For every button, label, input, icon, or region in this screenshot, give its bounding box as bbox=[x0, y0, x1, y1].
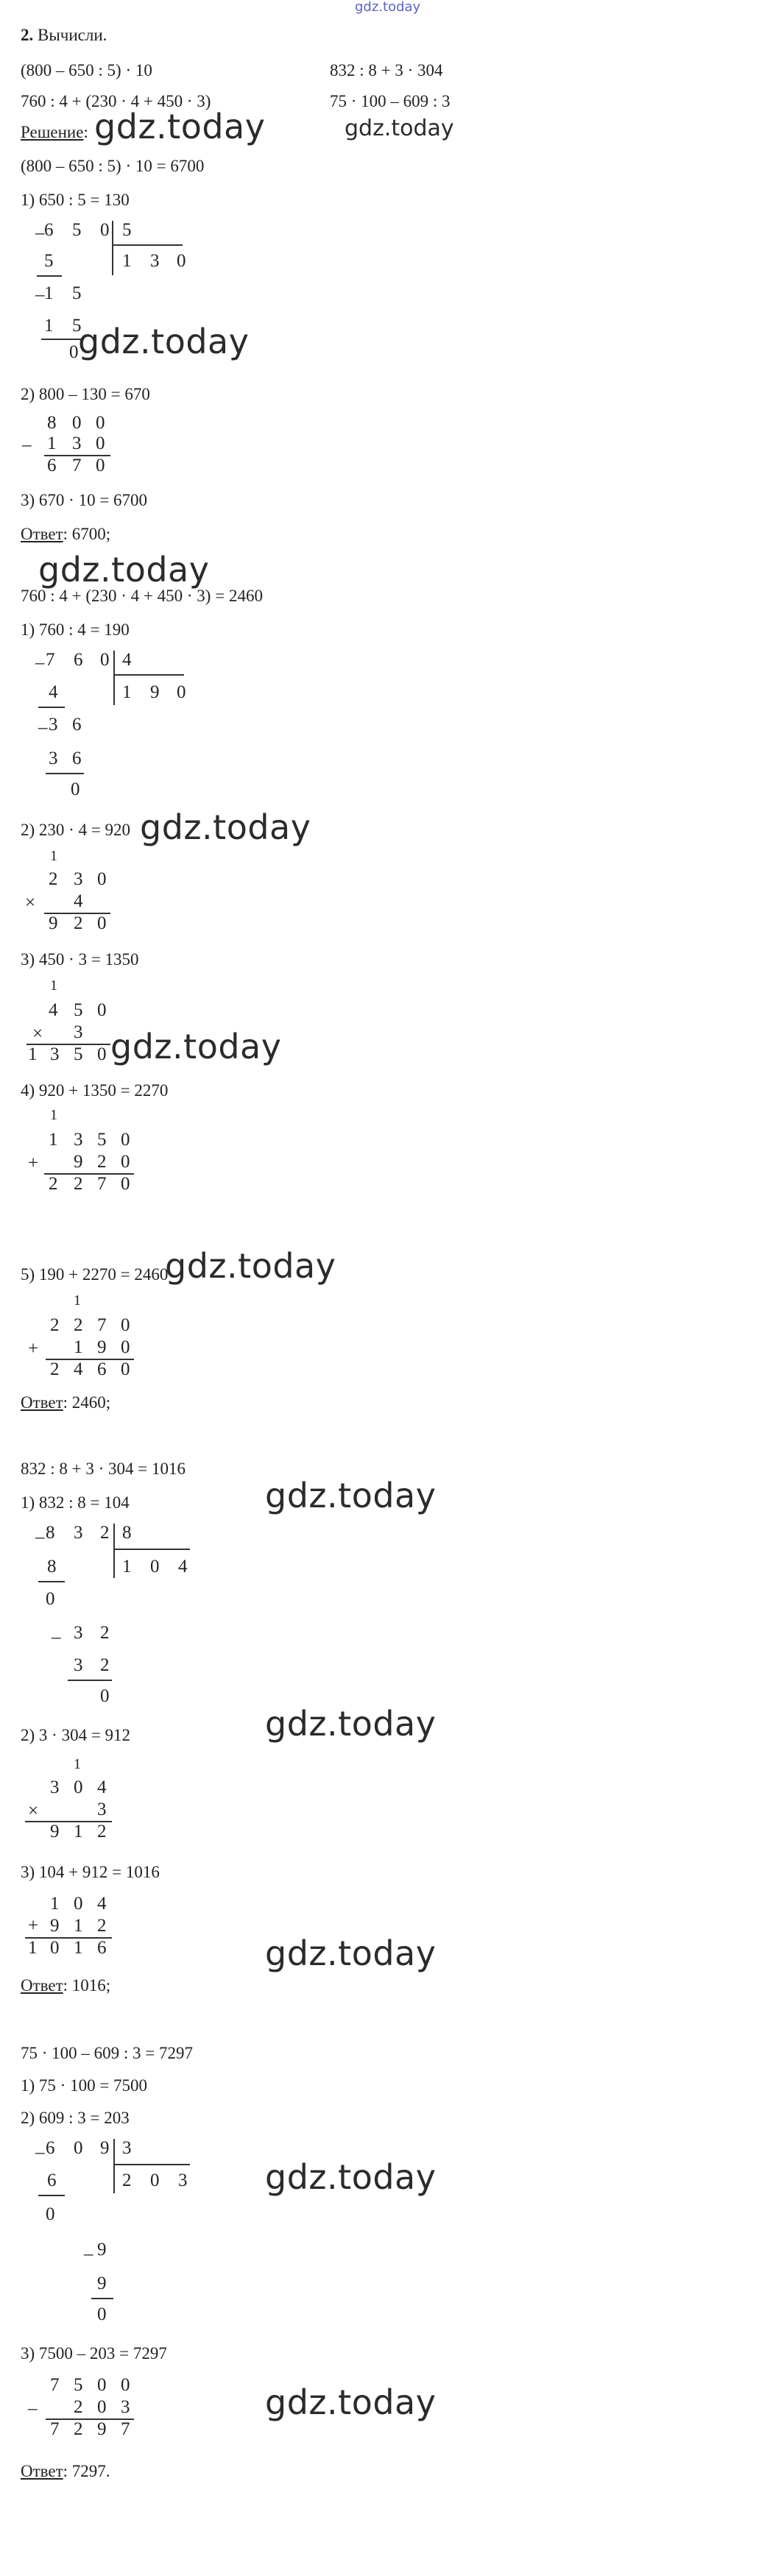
expression-2: 760 : 4 + (230 · 4 + 450 · 3) bbox=[21, 92, 211, 110]
watermark: gdz.today bbox=[140, 807, 311, 847]
subtraction-line bbox=[38, 2195, 65, 2196]
digit: 2 bbox=[97, 1916, 107, 1936]
division-bracket bbox=[113, 651, 115, 705]
partial-product: 5 bbox=[72, 316, 82, 336]
problem3-heading: 832 : 8 + 3 · 304 = 1016 bbox=[21, 1459, 186, 1478]
partial-product: 9 bbox=[97, 2274, 107, 2293]
watermark: gdz.today bbox=[165, 1246, 336, 1286]
partial-product: 1 bbox=[44, 316, 54, 336]
minus-sign: – bbox=[35, 223, 45, 243]
result-digit: 1 bbox=[28, 1044, 38, 1064]
digit: 2 bbox=[74, 2397, 83, 2417]
result-digit: 1 bbox=[74, 1938, 83, 1958]
problem4-heading: 75 · 100 – 609 : 3 = 7297 bbox=[21, 2044, 194, 2062]
problem3-step1: 1) 832 : 8 = 104 bbox=[21, 1493, 130, 1512]
result-digit: 2 bbox=[74, 1174, 83, 1194]
digit: 0 bbox=[97, 2397, 107, 2417]
watermark: gdz.today bbox=[110, 1027, 282, 1066]
result-digit: 4 bbox=[74, 1359, 83, 1379]
division-bracket bbox=[113, 2139, 115, 2193]
expression-1: (800 – 650 : 5) · 10 bbox=[21, 61, 152, 79]
quotient-digit: 1 bbox=[122, 251, 132, 271]
dividend-digit: 3 bbox=[74, 1523, 83, 1543]
division-bracket bbox=[113, 1524, 115, 1578]
digit: 7 bbox=[97, 1315, 107, 1335]
digit: 3 bbox=[72, 434, 82, 453]
result-digit: 9 bbox=[97, 2419, 107, 2439]
quotient-digit: 0 bbox=[150, 1557, 160, 1577]
divisor: 3 bbox=[122, 2138, 132, 2158]
problem1-step3: 3) 670 · 10 = 6700 bbox=[21, 491, 148, 509]
watermark: gdz.today bbox=[265, 2157, 437, 2197]
task-heading bbox=[21, 25, 107, 46]
expression-3: 832 : 8 + 3 · 304 bbox=[330, 61, 443, 79]
remainder-digit: 5 bbox=[72, 283, 82, 303]
dividend-digit: 6 bbox=[44, 220, 54, 240]
answer-label: Ответ bbox=[21, 525, 63, 543]
result-digit: 6 bbox=[97, 1938, 107, 1958]
watermark: gdz.today bbox=[345, 116, 454, 141]
problem1-step1: 1) 650 : 5 = 130 bbox=[21, 191, 130, 209]
solution-label: Решение: bbox=[21, 123, 88, 141]
result-digit: 0 bbox=[97, 1044, 107, 1064]
carry-digit: 1 bbox=[50, 977, 57, 994]
answer-label: Ответ bbox=[21, 1976, 63, 1995]
digit: 0 bbox=[121, 1315, 130, 1335]
partial-product: 6 bbox=[72, 749, 82, 768]
result-digit: 6 bbox=[97, 1359, 107, 1379]
subtraction-line bbox=[68, 1680, 112, 1681]
partial-product: 5 bbox=[44, 251, 54, 271]
result-digit: 7 bbox=[72, 456, 82, 475]
quotient-digit: 1 bbox=[122, 682, 132, 702]
digit: 2 bbox=[49, 869, 58, 889]
digit: 0 bbox=[72, 413, 82, 433]
dividend-digit: 7 bbox=[46, 650, 55, 670]
digit: 3 bbox=[74, 1130, 83, 1150]
dividend-digit: 0 bbox=[74, 2138, 83, 2158]
answer-value: : 1016; bbox=[63, 1976, 111, 1995]
quotient-digit: 0 bbox=[177, 682, 186, 702]
result-digit: 2 bbox=[49, 1174, 58, 1194]
watermark: gdz.today bbox=[78, 322, 250, 361]
minus-sign: – bbox=[28, 2399, 38, 2418]
digit: 8 bbox=[47, 413, 57, 433]
result-digit: 0 bbox=[96, 456, 105, 475]
remainder-digit: 3 bbox=[74, 1623, 83, 1643]
digit: 5 bbox=[74, 1000, 83, 1020]
digit: 4 bbox=[49, 1000, 58, 1020]
division-line bbox=[112, 244, 183, 246]
answer-label: Ответ bbox=[21, 2462, 63, 2480]
digit: 0 bbox=[97, 1000, 107, 1020]
answer-value: : 6700; bbox=[63, 525, 111, 543]
digit: 2 bbox=[97, 1152, 107, 1172]
subtraction-line bbox=[38, 707, 65, 708]
division-line bbox=[113, 1549, 190, 1550]
task-number: 2. bbox=[21, 26, 34, 44]
carry-digit: 1 bbox=[50, 848, 57, 864]
dividend-digit: 0 bbox=[100, 650, 110, 670]
result-digit: 7 bbox=[97, 1174, 107, 1194]
digit: 0 bbox=[96, 413, 105, 433]
remainder-digit: 0 bbox=[69, 342, 79, 362]
times-sign: × bbox=[32, 1024, 43, 1044]
quotient-digit: 4 bbox=[178, 1557, 188, 1577]
quotient-digit: 2 bbox=[122, 2170, 132, 2190]
watermark: gdz.today bbox=[265, 1704, 437, 1744]
digit: 0 bbox=[121, 1130, 130, 1150]
remainder-digit: 0 bbox=[46, 2204, 55, 2224]
watermark: gdz.today bbox=[265, 2382, 437, 2422]
problem4-step1: 1) 75 · 100 = 7500 bbox=[21, 2076, 148, 2095]
result-digit: 3 bbox=[50, 1044, 60, 1064]
digit: 1 bbox=[47, 434, 57, 453]
digit: 0 bbox=[96, 434, 105, 453]
digit: 2 bbox=[50, 1315, 60, 1335]
division-line bbox=[113, 2164, 190, 2165]
minus-sign: – bbox=[22, 435, 32, 455]
subtraction-line bbox=[91, 2298, 113, 2299]
result-digit: 9 bbox=[49, 913, 58, 933]
digit: 0 bbox=[74, 1777, 83, 1797]
dividend-digit: 0 bbox=[100, 220, 110, 240]
carry-digit: 1 bbox=[50, 1107, 57, 1123]
result-digit: 2 bbox=[74, 913, 83, 933]
digit: 0 bbox=[121, 1152, 130, 1172]
partial-product: 2 bbox=[100, 1655, 110, 1675]
answer-label: Ответ bbox=[21, 1393, 63, 1412]
partial-product: 3 bbox=[74, 1655, 83, 1675]
dividend-digit: 8 bbox=[46, 1523, 55, 1543]
dividend-digit: 6 bbox=[74, 650, 83, 670]
result-digit: 9 bbox=[50, 1822, 60, 1841]
partial-product: 4 bbox=[49, 682, 58, 702]
result-digit: 1 bbox=[74, 1822, 83, 1841]
division-line bbox=[113, 674, 184, 676]
quotient-digit: 0 bbox=[177, 251, 186, 271]
problem4-step3: 3) 7500 – 203 = 7297 bbox=[21, 2344, 167, 2363]
minus-sign: – bbox=[38, 718, 48, 737]
digit: 3 bbox=[74, 1022, 83, 1042]
quotient-digit: 0 bbox=[150, 2170, 160, 2190]
plus-sign: + bbox=[28, 1916, 39, 1936]
result-digit: 2 bbox=[50, 1359, 60, 1379]
problem2-step3: 3) 450 · 3 = 1350 bbox=[21, 950, 139, 969]
answer-value: : 7297. bbox=[63, 2462, 110, 2480]
digit: 1 bbox=[74, 1916, 83, 1936]
subtraction-line bbox=[46, 773, 84, 774]
digit: 9 bbox=[50, 1916, 60, 1936]
result-digit: 1 bbox=[28, 1938, 38, 1958]
divisor: 8 bbox=[122, 1523, 132, 1543]
quotient-digit: 9 bbox=[150, 682, 160, 702]
minus-sign: – bbox=[35, 285, 45, 305]
digit: 0 bbox=[74, 1894, 83, 1914]
digit: 1 bbox=[74, 1337, 83, 1357]
remainder-digit: 0 bbox=[97, 2304, 107, 2324]
problem4-answer bbox=[21, 2461, 110, 2482]
digit: 9 bbox=[74, 1152, 83, 1172]
partial-product: 3 bbox=[49, 749, 58, 768]
digit: 3 bbox=[50, 1777, 60, 1797]
problem3-answer bbox=[21, 1975, 110, 1996]
digit: 7 bbox=[50, 2375, 60, 2395]
minus-sign: – bbox=[35, 1527, 45, 1547]
problem3-step3: 3) 104 + 912 = 1016 bbox=[21, 1863, 160, 1881]
watermark: gdz.today bbox=[265, 1476, 437, 1515]
partial-product: 8 bbox=[47, 1557, 57, 1577]
minus-sign: – bbox=[35, 2142, 45, 2162]
task-title: Вычисли. bbox=[38, 26, 107, 44]
remainder-digit: 6 bbox=[72, 715, 82, 735]
times-sign: × bbox=[25, 893, 36, 913]
division-bracket bbox=[112, 221, 113, 275]
result-digit: 0 bbox=[50, 1938, 60, 1958]
digit: 1 bbox=[49, 1130, 58, 1150]
digit: 4 bbox=[97, 1777, 107, 1797]
digit: 9 bbox=[97, 1337, 107, 1357]
subtraction-line bbox=[38, 1581, 65, 1582]
digit: 0 bbox=[121, 1337, 130, 1357]
problem4-step2: 2) 609 : 3 = 203 bbox=[21, 2109, 130, 2127]
quotient-digit: 3 bbox=[150, 251, 160, 271]
result-digit: 0 bbox=[97, 913, 107, 933]
minus-sign: – bbox=[84, 2244, 93, 2264]
remainder-digit: 0 bbox=[71, 779, 80, 799]
remainder-digit: 0 bbox=[100, 1686, 110, 1706]
plus-sign: + bbox=[28, 1339, 39, 1359]
minus-sign: – bbox=[35, 653, 45, 673]
digit: 5 bbox=[74, 2375, 83, 2395]
result-digit: 7 bbox=[121, 2419, 130, 2439]
digit: 4 bbox=[74, 891, 83, 911]
remainder-digit: 0 bbox=[46, 1589, 55, 1609]
carry-digit: 1 bbox=[74, 1292, 81, 1309]
carry-digit: 1 bbox=[74, 1756, 81, 1772]
subtraction-line bbox=[37, 275, 62, 277]
result-digit: 6 bbox=[47, 456, 57, 475]
watermark: gdz.today bbox=[38, 550, 210, 590]
answer-value: : 2460; bbox=[63, 1393, 111, 1412]
dividend-digit: 2 bbox=[100, 1523, 110, 1543]
minus-sign: – bbox=[52, 1627, 61, 1647]
problem3-step2: 2) 3 · 304 = 912 bbox=[21, 1726, 131, 1744]
header-watermark: gdz.today bbox=[355, 0, 421, 15]
result-digit: 2 bbox=[74, 2419, 83, 2439]
problem2-answer bbox=[21, 1393, 110, 1413]
plus-sign: + bbox=[28, 1153, 39, 1173]
result-digit: 0 bbox=[121, 1359, 130, 1379]
digit: 1 bbox=[50, 1894, 60, 1914]
partial-product: 6 bbox=[47, 2170, 57, 2190]
watermark: gdz.today bbox=[94, 107, 266, 146]
remainder-digit: 2 bbox=[100, 1623, 110, 1643]
remainder-digit: 9 bbox=[97, 2240, 107, 2260]
result-digit: 7 bbox=[50, 2419, 60, 2439]
result-digit: 0 bbox=[121, 1174, 130, 1194]
digit: 3 bbox=[97, 1800, 107, 1819]
problem2-step1: 1) 760 : 4 = 190 bbox=[21, 620, 130, 639]
result-digit: 2 bbox=[97, 1822, 107, 1841]
digit: 3 bbox=[121, 2397, 130, 2417]
problem2-step2: 2) 230 · 4 = 920 bbox=[21, 821, 131, 839]
problem2-step5: 5) 190 + 2270 = 2460 bbox=[21, 1265, 169, 1284]
divisor: 4 bbox=[122, 650, 132, 670]
digit: 3 bbox=[74, 869, 83, 889]
quotient-digit: 3 bbox=[178, 2170, 188, 2190]
problem1-step2: 2) 800 – 130 = 670 bbox=[21, 385, 150, 403]
quotient-digit: 1 bbox=[122, 1557, 132, 1577]
digit: 2 bbox=[74, 1315, 83, 1335]
problem2-heading: 760 : 4 + (230 · 4 + 450 · 3) = 2460 bbox=[21, 587, 263, 605]
dividend-digit: 9 bbox=[100, 2138, 110, 2158]
dividend-digit: 5 bbox=[72, 220, 82, 240]
digit: 0 bbox=[121, 2375, 130, 2395]
problem1-answer bbox=[21, 524, 110, 545]
dividend-digit: 6 bbox=[46, 2138, 55, 2158]
watermark: gdz.today bbox=[265, 1933, 437, 1973]
remainder-digit: 1 bbox=[44, 283, 54, 303]
remainder-digit: 3 bbox=[49, 715, 58, 735]
problem2-step4: 4) 920 + 1350 = 2270 bbox=[21, 1081, 169, 1100]
digit: 0 bbox=[97, 869, 107, 889]
digit: 5 bbox=[97, 1130, 107, 1150]
times-sign: × bbox=[28, 1801, 39, 1821]
digit: 0 bbox=[97, 2375, 107, 2395]
divisor: 5 bbox=[122, 220, 132, 240]
problem1-heading: (800 – 650 : 5) · 10 = 6700 bbox=[21, 157, 205, 175]
expression-4: 75 · 100 – 609 : 3 bbox=[330, 92, 451, 110]
digit: 4 bbox=[97, 1894, 107, 1914]
result-digit: 5 bbox=[74, 1044, 83, 1064]
